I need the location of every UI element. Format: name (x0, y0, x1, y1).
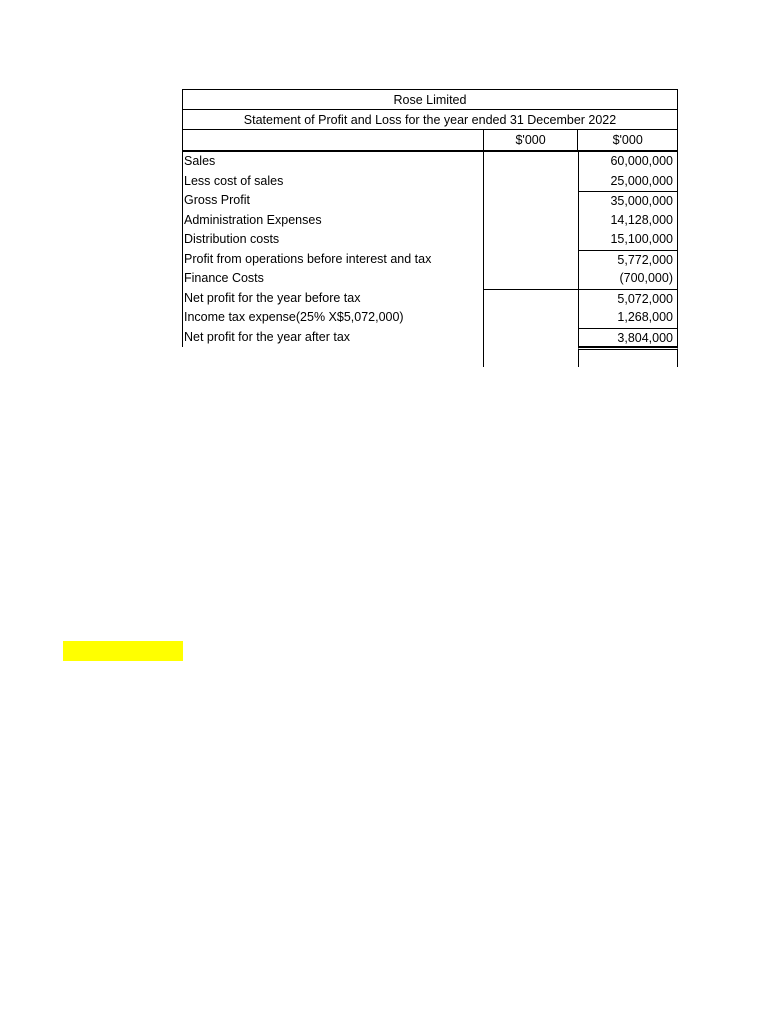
table-tail (182, 347, 678, 367)
row-label: Less cost of sales (182, 172, 483, 192)
table-row (182, 172, 678, 192)
row-label: Distribution costs (182, 230, 483, 250)
statement-body (182, 152, 678, 365)
row-amount: 1,268,000 (578, 308, 678, 328)
row-label: Net profit for the year before tax (182, 289, 483, 309)
row-label: Finance Costs (182, 269, 483, 289)
table-row (182, 211, 678, 231)
table-row (182, 230, 678, 250)
row-amount: 5,072,000 (578, 289, 678, 309)
table-row (182, 152, 678, 172)
row-amount: (700,000) (578, 269, 678, 289)
statement-title: Statement of Profit and Loss for the year ended 31 December 2022 (182, 109, 678, 129)
row-label: Gross Profit (182, 191, 483, 211)
header-label-cell (183, 130, 483, 150)
row-label: Profit from operations before interest and tax (182, 250, 483, 270)
table-row (182, 289, 678, 309)
row-label: Net profit for the year after tax (182, 328, 483, 348)
table-row (182, 191, 678, 211)
row-amount: 3,804,000 (578, 328, 678, 348)
table-row (182, 308, 678, 328)
row-amount: 35,000,000 (578, 191, 678, 211)
company-name: Rose Limited (182, 89, 678, 109)
table-row (182, 269, 678, 289)
row-amount: 25,000,000 (578, 172, 678, 192)
highlighted-cell (63, 641, 183, 661)
header-mid-currency: $'000 (483, 130, 578, 150)
row-amount: 60,000,000 (578, 152, 678, 172)
double-underline-cell (578, 347, 678, 367)
row-amount: 14,128,000 (578, 211, 678, 231)
profit-loss-table (182, 89, 678, 365)
row-label: Administration Expenses (182, 211, 483, 231)
column-header-row (182, 129, 678, 152)
row-label: Sales (182, 152, 483, 172)
row-amount: 15,100,000 (578, 230, 678, 250)
header-amount-currency: $'000 (577, 130, 677, 150)
row-amount: 5,772,000 (578, 250, 678, 270)
table-row (182, 328, 678, 348)
row-label: Income tax expense(25% X$5,072,000) (182, 308, 483, 328)
table-row (182, 250, 678, 270)
